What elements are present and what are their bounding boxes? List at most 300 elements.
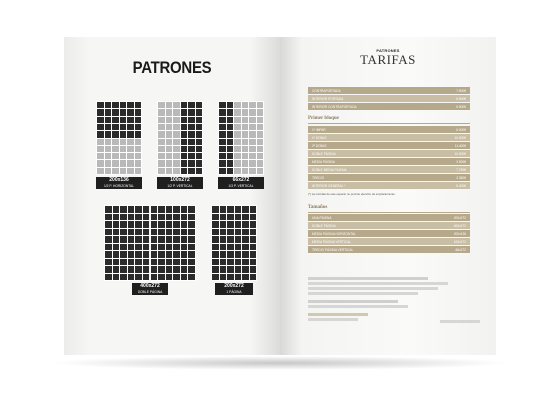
row-value: 10.000€: [454, 135, 466, 140]
grid-cell: [257, 102, 264, 108]
grid-cell: [227, 160, 234, 166]
pattern-sub-label: DOBLE PÁGINA: [132, 290, 168, 295]
grid-cell: [249, 102, 256, 108]
grid-cell: [181, 206, 188, 213]
grid-cell: [242, 221, 249, 228]
grid-cell: [113, 251, 120, 258]
grid-cell: [242, 109, 249, 115]
grid-cell: [227, 244, 234, 251]
grid-diagram: [96, 101, 142, 175]
grid-cell: [113, 221, 120, 228]
grid-cell: [97, 146, 104, 152]
row-label: UNA PÁGINA: [312, 215, 332, 220]
grid-cell: [166, 266, 173, 273]
grid-cell: [158, 146, 165, 152]
grid-cell: [105, 266, 112, 273]
row-label: MEDIA PÁGINA: [312, 159, 335, 164]
grid-cell: [250, 229, 257, 236]
grid-cell: [151, 274, 158, 281]
grid-cell: [181, 229, 188, 236]
grid-cell: [188, 274, 195, 281]
grid-cell: [120, 259, 127, 266]
grid-cell: [120, 117, 127, 123]
grid-cell: [166, 160, 173, 166]
page-gutter: [149, 205, 151, 281]
grid-cell: [257, 109, 264, 115]
grid-cell: [188, 251, 195, 258]
grid-cell: [242, 168, 249, 174]
grid-cell: [151, 244, 158, 251]
pattern-half-vertical: [157, 101, 203, 188]
grid-cell: [181, 259, 188, 266]
row-value: 3.900€: [456, 159, 466, 164]
grid-cell: [181, 124, 188, 130]
grid-cell: [113, 266, 120, 273]
grid-cell: [188, 131, 195, 137]
grid-cell: [234, 139, 241, 145]
grid-cell: [105, 160, 112, 166]
grid-cell: [158, 117, 165, 123]
section-heading: Tamaños: [308, 205, 328, 210]
grid-cell: [227, 102, 234, 108]
grid-cell: [158, 266, 165, 273]
grid-cell: [173, 259, 180, 266]
pattern-sub-label: 1 PÁGINA: [215, 290, 253, 295]
book-shadow: [50, 356, 510, 370]
rates-top-table: [308, 87, 470, 111]
section-kicker: PATRONES: [376, 48, 400, 53]
grid-cell: [220, 206, 227, 213]
grid-cell: [242, 274, 249, 281]
grid-cell: [105, 229, 112, 236]
grid-cell: [127, 117, 134, 123]
grid-cell: [234, 124, 241, 130]
grid-cell: [166, 206, 173, 213]
grid-cell: [235, 229, 242, 236]
grid-cell: [158, 214, 165, 221]
grid-cell: [249, 168, 256, 174]
grid-cell: [135, 229, 142, 236]
grid-cell: [250, 206, 257, 213]
grid-cell: [166, 109, 173, 115]
grid-cell: [127, 160, 134, 166]
grid-cell: [158, 259, 165, 266]
grid-cell: [257, 153, 264, 159]
grid-cell: [250, 266, 257, 273]
grid-cell: [234, 168, 241, 174]
grid-cell: [105, 153, 112, 159]
grid-cell: [113, 259, 120, 266]
grid-cell: [250, 259, 257, 266]
grid-cell: [242, 206, 249, 213]
grid-cell: [173, 236, 180, 243]
grid-cell: [235, 221, 242, 228]
grid-cell: [242, 236, 249, 243]
grid-cell: [227, 139, 234, 145]
grid-cell: [242, 131, 249, 137]
grid-cell: [235, 266, 242, 273]
grid-cell: [113, 214, 120, 221]
grid-cell: [158, 206, 165, 213]
grid-cell: [151, 221, 158, 228]
grid-cell: [120, 139, 127, 145]
table-row: [308, 230, 470, 238]
grid-cell: [212, 251, 219, 258]
grid-cell: [181, 153, 188, 159]
table-row: [308, 238, 470, 246]
grid-cell: [166, 236, 173, 243]
grid-cell: [250, 221, 257, 228]
pattern-size-label: 200x136: [96, 177, 142, 184]
grid-diagram: [157, 101, 203, 175]
row-value: 100x272: [453, 239, 466, 244]
grid-cell: [166, 274, 173, 281]
grid-cell: [227, 221, 234, 228]
grid-cell: [120, 229, 127, 236]
grid-cell: [120, 124, 127, 130]
row-value: 6.000€: [456, 127, 466, 132]
grid-cell: [127, 146, 134, 152]
grid-cell: [127, 139, 134, 145]
grid-cell: [166, 153, 173, 159]
grid-cell: [242, 214, 249, 221]
grid-cell: [227, 266, 234, 273]
divider: [308, 123, 470, 124]
grid-cell: [166, 221, 173, 228]
grid-cell: [220, 214, 227, 221]
grid-cell: [220, 251, 227, 258]
grid-cell: [220, 274, 227, 281]
grid-cell: [235, 244, 242, 251]
grid-cell: [249, 124, 256, 130]
grid-cell: [242, 124, 249, 130]
grid-cell: [112, 124, 119, 130]
grid-cell: [158, 153, 165, 159]
pattern-third-vertical: [218, 101, 264, 188]
grid-cell: [120, 109, 127, 115]
magazine-spread: [64, 37, 496, 355]
table-row: [308, 134, 470, 142]
grid-cell: [250, 251, 257, 258]
grid-cell: [135, 206, 142, 213]
grid-cell: [219, 160, 226, 166]
grid-cell: [234, 160, 241, 166]
grid-cell: [227, 117, 234, 123]
grid-cell: [212, 221, 219, 228]
grid-cell: [188, 259, 195, 266]
grid-cell: [105, 146, 112, 152]
grid-cell: [151, 259, 158, 266]
grid-cell: [105, 214, 112, 221]
grid-cell: [235, 206, 242, 213]
grid-cell: [166, 244, 173, 251]
grid-cell: [158, 251, 165, 258]
grid-cell: [158, 124, 165, 130]
grid-cell: [97, 109, 104, 115]
grid-cell: [212, 206, 219, 213]
grid-cell: [120, 266, 127, 273]
grid-cell: [97, 102, 104, 108]
grid-cell: [227, 251, 234, 258]
grid-cell: [220, 236, 227, 243]
grid-cell: [227, 131, 234, 137]
grid-cell: [105, 236, 112, 243]
grid-cell: [127, 153, 134, 159]
table-row: [308, 182, 470, 190]
grid-cell: [128, 214, 135, 221]
grid-cell: [158, 236, 165, 243]
grid-cell: [196, 102, 203, 108]
grid-cell: [158, 274, 165, 281]
grid-cell: [112, 131, 119, 137]
grid-cell: [181, 139, 188, 145]
grid-cell: [188, 160, 195, 166]
grid-cell: [250, 236, 257, 243]
grid-cell: [249, 117, 256, 123]
grid-cell: [173, 266, 180, 273]
grid-cell: [188, 206, 195, 213]
grid-cell: [151, 229, 158, 236]
grid-cell: [105, 251, 112, 258]
grid-cell: [173, 153, 180, 159]
grid-cell: [227, 109, 234, 115]
grid-cell: [181, 160, 188, 166]
grid-cell: [196, 124, 203, 130]
grid-cell: [181, 266, 188, 273]
grid-cell: [227, 229, 234, 236]
pattern-size-label: 200x272: [215, 283, 253, 290]
grid-cell: [196, 131, 203, 137]
grid-diagram: [211, 205, 257, 281]
grid-cell: [181, 117, 188, 123]
grid-cell: [196, 109, 203, 115]
grid-cell: [158, 109, 165, 115]
grid-cell: [219, 153, 226, 159]
grid-cell: [173, 117, 180, 123]
grid-cell: [212, 244, 219, 251]
footnote: (*) La contrata de este espacio no permite elección de emplazamiento.: [308, 192, 396, 196]
grid-cell: [105, 274, 112, 281]
grid-cell: [173, 102, 180, 108]
grid-cell: [166, 168, 173, 174]
grid-cell: [135, 131, 142, 137]
grid-cell: [181, 251, 188, 258]
grid-cell: [257, 168, 264, 174]
grid-cell: [188, 109, 195, 115]
grid-cell: [227, 236, 234, 243]
row-value: 10.000€: [454, 151, 466, 156]
grid-cell: [127, 109, 134, 115]
pattern-half-horizontal: [96, 101, 142, 188]
grid-cell: [105, 109, 112, 115]
pattern-sub-label: 1/3 P. VERTICAL: [218, 184, 264, 189]
divider: [308, 212, 470, 213]
grid-cell: [219, 109, 226, 115]
grid-cell: [181, 236, 188, 243]
grid-cell: [97, 160, 104, 166]
grid-cell: [151, 214, 158, 221]
grid-cell: [188, 236, 195, 243]
grid-cell: [188, 229, 195, 236]
grid-cell: [120, 244, 127, 251]
grid-cell: [242, 139, 249, 145]
grid-cell: [112, 102, 119, 108]
grid-cell: [127, 124, 134, 130]
grid-cell: [128, 259, 135, 266]
row-value: 7.900€: [456, 88, 466, 93]
table-row: [308, 222, 470, 230]
grid-cell: [173, 131, 180, 137]
grid-cell: [113, 236, 120, 243]
grid-cell: [219, 102, 226, 108]
row-value: 400x272: [453, 223, 466, 228]
grid-cell: [112, 139, 119, 145]
grid-cell: [166, 124, 173, 130]
grid-cell: [128, 206, 135, 213]
grid-cell: [112, 117, 119, 123]
pattern-sub-label: 1/2 P. VERTICAL: [157, 184, 203, 189]
grid-cell: [120, 146, 127, 152]
grid-cell: [112, 146, 119, 152]
grid-cell: [173, 168, 180, 174]
grid-cell: [173, 221, 180, 228]
grid-cell: [158, 221, 165, 228]
grid-cell: [212, 229, 219, 236]
row-label: TERCIO PÁGINA VERTICAL: [312, 247, 354, 252]
grid-cell: [257, 124, 264, 130]
grid-cell: [135, 153, 142, 159]
grid-cell: [196, 146, 203, 152]
grid-cell: [120, 221, 127, 228]
table-row: [308, 150, 470, 158]
grid-cell: [120, 214, 127, 221]
table-row: [308, 214, 470, 222]
grid-cell: [242, 244, 249, 251]
grid-cell: [249, 109, 256, 115]
grid-cell: [135, 109, 142, 115]
grid-cell: [181, 146, 188, 152]
right-page: [280, 37, 496, 355]
grid-cell: [135, 160, 142, 166]
page-title: PATRONES: [132, 58, 212, 77]
grid-cell: [227, 274, 234, 281]
grid-cell: [135, 102, 142, 108]
pattern-double-page: [104, 205, 196, 294]
grid-cell: [105, 206, 112, 213]
row-label: 2ª DOBLE: [312, 143, 327, 148]
grid-cell: [127, 102, 134, 108]
row-label: INTERIOR CONTRAPORTADA: [312, 104, 357, 109]
grid-cell: [188, 168, 195, 174]
grid-cell: [188, 139, 195, 145]
row-value: 7.750€: [456, 167, 466, 172]
grid-cell: [242, 229, 249, 236]
grid-cell: [181, 274, 188, 281]
grid-cell: [257, 160, 264, 166]
grid-cell: [166, 139, 173, 145]
grid-cell: [120, 131, 127, 137]
grid-cell: [250, 214, 257, 221]
table-row: [308, 95, 470, 103]
grid-cell: [188, 102, 195, 108]
grid-cell: [235, 236, 242, 243]
grid-cell: [135, 146, 142, 152]
grid-cell: [151, 266, 158, 273]
grid-cell: [220, 259, 227, 266]
grid-cell: [257, 146, 264, 152]
grid-cell: [173, 206, 180, 213]
grid-cell: [196, 139, 203, 145]
grid-cell: [113, 206, 120, 213]
grid-cell: [105, 131, 112, 137]
grid-cell: [212, 259, 219, 266]
grid-cell: [120, 160, 127, 166]
grid-cell: [196, 117, 203, 123]
grid-cell: [242, 153, 249, 159]
grid-cell: [105, 259, 112, 266]
grid-cell: [188, 266, 195, 273]
grid-cell: [173, 109, 180, 115]
grid-cell: [128, 236, 135, 243]
grid-cell: [105, 102, 112, 108]
grid-cell: [112, 109, 119, 115]
grid-cell: [235, 251, 242, 258]
table-row: [308, 142, 470, 150]
grid-cell: [234, 153, 241, 159]
pattern-size-label: 66x272: [218, 177, 264, 184]
grid-cell: [166, 214, 173, 221]
grid-cell: [212, 236, 219, 243]
grid-cell: [242, 102, 249, 108]
grid-cell: [135, 274, 142, 281]
grid-cell: [212, 214, 219, 221]
grid-cell: [257, 131, 264, 137]
grid-cell: [135, 251, 142, 258]
grid-cell: [227, 168, 234, 174]
page-title: TARIFAS: [360, 52, 416, 67]
grid-cell: [105, 168, 112, 174]
row-value: 200x136: [453, 231, 466, 236]
grid-cell: [128, 229, 135, 236]
grid-cell: [128, 251, 135, 258]
grid-cell: [135, 139, 142, 145]
row-label: INTERIOR GENERAL *: [312, 183, 346, 188]
row-label: 1ª IMPAR: [312, 127, 326, 132]
grid-cell: [127, 168, 134, 174]
grid-cell: [97, 117, 104, 123]
table-row: [308, 103, 470, 111]
grid-cell: [120, 168, 127, 174]
grid-cell: [196, 153, 203, 159]
grid-cell: [181, 102, 188, 108]
grid-cell: [181, 168, 188, 174]
grid-cell: [97, 124, 104, 130]
grid-cell: [120, 153, 127, 159]
grid-cell: [220, 266, 227, 273]
grid-cell: [242, 146, 249, 152]
grid-cell: [173, 251, 180, 258]
pattern-size-label: 400x272: [132, 283, 168, 290]
grid-cell: [135, 259, 142, 266]
grid-cell: [188, 124, 195, 130]
grid-cell: [234, 131, 241, 137]
grid-cell: [158, 139, 165, 145]
grid-cell: [166, 229, 173, 236]
grid-cell: [234, 102, 241, 108]
grid-cell: [188, 244, 195, 251]
grid-cell: [166, 131, 173, 137]
grid-cell: [249, 139, 256, 145]
